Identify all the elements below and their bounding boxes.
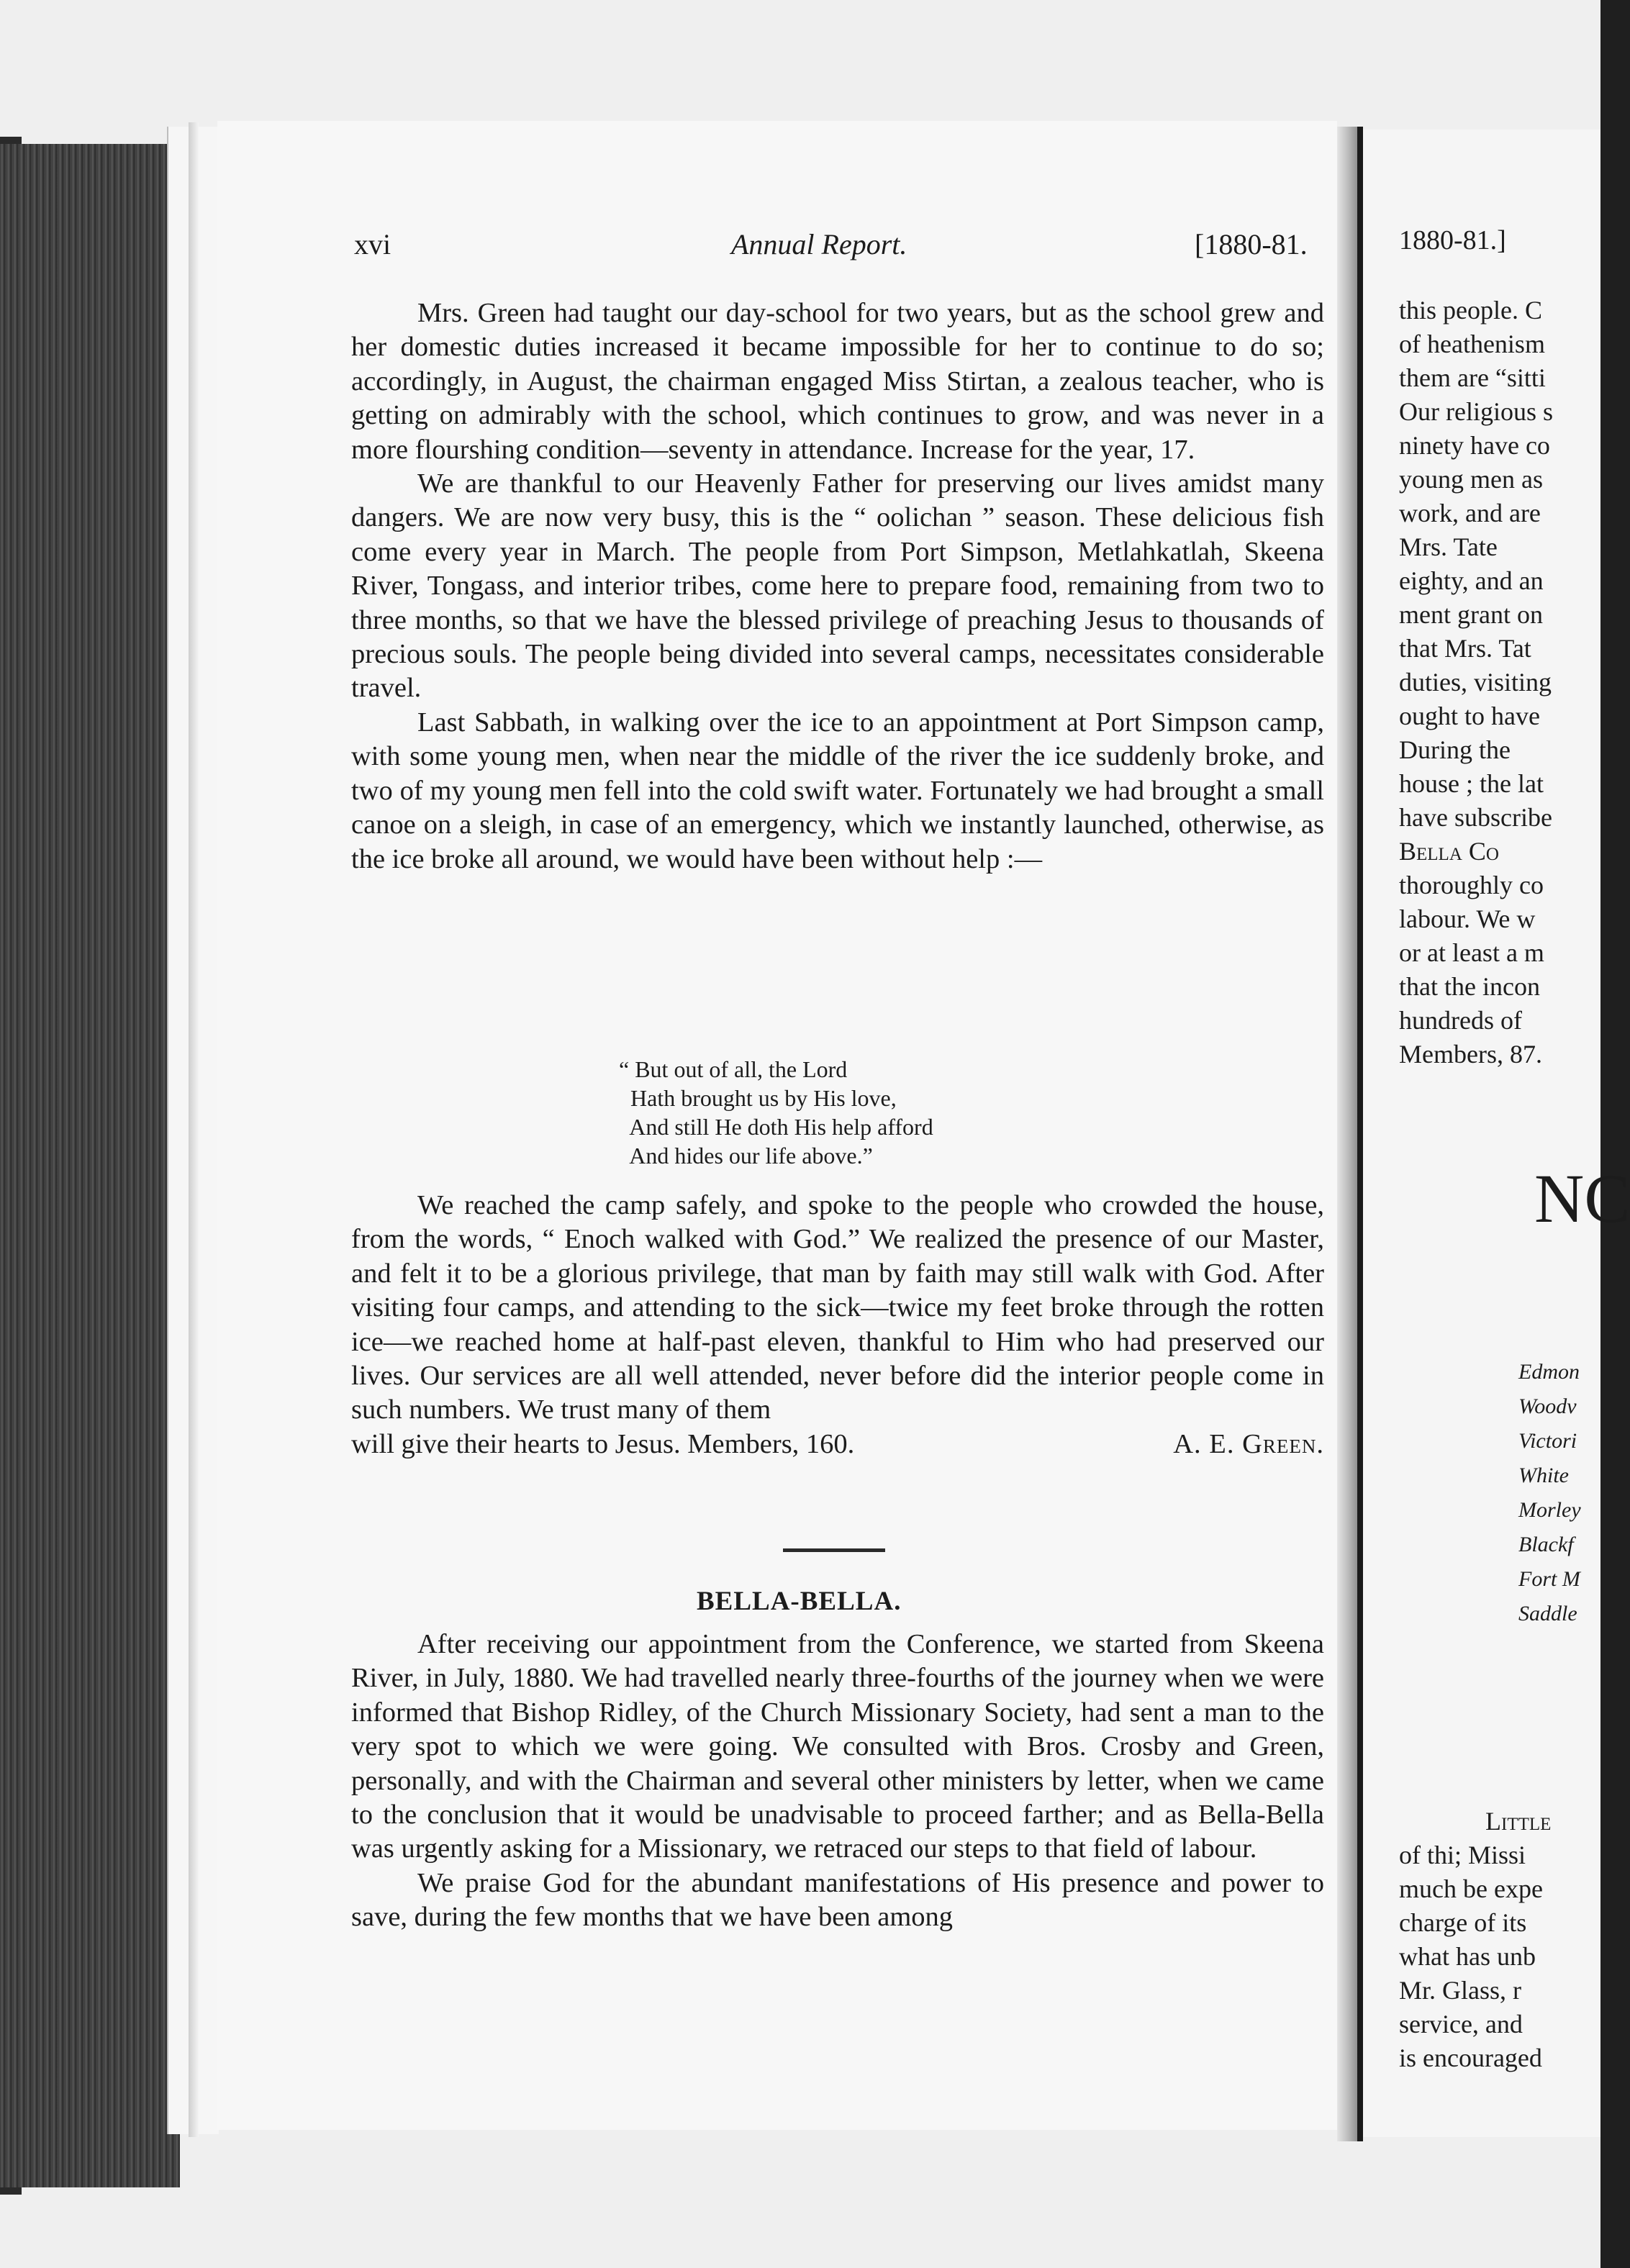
- right-line: have subscribe: [1399, 803, 1552, 832]
- right-heading: NC: [1534, 1160, 1630, 1237]
- running-title: Annual Report.: [731, 228, 907, 260]
- right-line: much be expe: [1399, 1874, 1543, 1903]
- section-title: BELLA-BELLA.: [697, 1587, 902, 1616]
- right-line: thoroughly co: [1399, 871, 1544, 899]
- right-list-item: Saddle: [1518, 1602, 1577, 1625]
- right-line: of thi; Missi: [1399, 1841, 1526, 1869]
- right-line: Mr. Glass, r: [1399, 1976, 1521, 2005]
- right-line: young men as: [1399, 465, 1543, 494]
- poem-line: Hath brought us by His love,: [619, 1085, 897, 1111]
- book-page-stack: [0, 144, 180, 2187]
- right-list-item: Blackf: [1518, 1533, 1574, 1556]
- right-line: Mrs. Tate: [1399, 532, 1498, 561]
- poem-line: And hides our life above.”: [619, 1143, 873, 1169]
- right-line: this people. C: [1399, 296, 1542, 325]
- paragraph: Last Sabbath, in walking over the ice to an appointment at Port Simpson camp, with some young men, when near the middle of the river the ice suddenly broke, and two of my young men fell into the cold swift water. Fortunately we had brought a small canoe on a sleigh, in case of an emergency, which we instantly launched, otherwise, as the ice broke all around, we would have been without help :—: [351, 707, 1324, 874]
- poem-line: And still He doth His help afford: [619, 1114, 933, 1140]
- paragraph: We are thankful to our Heavenly Father for preserving our lives amidst many dangers. We are now very busy, this is the “ oolichan ” season. These delicious fish come every year in March. The people from Port Simpson, Metlahkatlah, Skeena River, Tongass, and interior tribes, come here to prepare food, remaining from two to three months, so that we have the blessed privilege of preaching Jesus to thousands of precious souls. The people being divided into several camps, necessitates considerable travel.: [351, 468, 1324, 704]
- right-line: house ; the lat: [1399, 769, 1544, 798]
- right-line: that the incon: [1399, 972, 1540, 1001]
- right-line: of heathenism: [1399, 330, 1545, 358]
- right-line: ought to have: [1399, 702, 1540, 730]
- right-line: labour. We w: [1399, 904, 1536, 933]
- right-line: ment grant on: [1399, 600, 1543, 629]
- paragraph: After receiving our appointment from the Conference, we started from Skeena River, in July, 1880. We had travelled nearly three-fourths of the journey when we were informed that Bishop Ridley, of the Church Missionary Society, had sent a man to the very spot to which we were going. We consulted with Bros. Crosby and Green, personally, and with the Chairman and several other ministers by letter, when we came to the conclusion that it would be unadvisable to proceed farther; and as Bella-Bella was urgently asking for a Missionary, we retraced our steps to that field of labour.: [351, 1629, 1324, 1864]
- closing-text: will give their hearts to Jesus. Members, 160.: [351, 1428, 855, 1459]
- right-line: duties, visiting: [1399, 668, 1552, 697]
- paragraph: We reached the camp safely, and spoke to the people who crowded the house, from the words, “ Enoch walked with God.” We realized the presence of our Master, and felt it to be a glorious privilege, that man by faith may still walk with God. After visiting four camps, and attending to the sick—twice my feet broke through the rotten ice—we reached home at half-past eleven, thankful to Him who had preserved our lives. Our services are all well attended, never before did the interior people come in such numbers. We trust many of them: [351, 1190, 1324, 1425]
- right-line: is encouraged: [1399, 2044, 1542, 2072]
- right-line: work, and are: [1399, 499, 1541, 527]
- page-shadow: [189, 122, 199, 2137]
- right-line: hundreds of: [1399, 1006, 1522, 1035]
- section-divider: [783, 1548, 885, 1552]
- right-line: Members, 87.: [1399, 1040, 1542, 1069]
- poem-quote: [619, 1055, 933, 1170]
- right-line: eighty, and an: [1399, 566, 1544, 595]
- poem-line: “ But out of all, the Lord: [619, 1056, 848, 1082]
- body-text-3: [351, 1628, 1324, 1935]
- right-line: Little: [1485, 1807, 1552, 1836]
- gutter-shadow: [1357, 127, 1363, 2141]
- right-page-header: 1880-81.]: [1399, 225, 1506, 255]
- right-line: that Mrs. Tat: [1399, 634, 1531, 663]
- right-line: charge of its: [1399, 1908, 1527, 1937]
- right-list-item: Victori: [1518, 1429, 1577, 1453]
- body-text-2: [351, 1189, 1324, 1461]
- right-line: service, and: [1399, 2010, 1523, 2038]
- right-list-item: Woodv: [1518, 1394, 1577, 1418]
- right-list-item: Edmon: [1518, 1360, 1580, 1384]
- right-list-item: Morley: [1518, 1498, 1581, 1522]
- right-line: ninety have co: [1399, 431, 1550, 460]
- right-line: or at least a m: [1399, 938, 1544, 967]
- paragraph: We praise God for the abundant manifestations of His presence and power to save, during the few months that we have been among: [351, 1867, 1324, 1933]
- right-line: Our religious s: [1399, 397, 1553, 426]
- author-signature: A. E. Green.: [1173, 1428, 1324, 1459]
- right-line: them are “sitti: [1399, 363, 1546, 392]
- signature-line: [351, 1428, 1324, 1461]
- body-text-1: [351, 296, 1324, 876]
- paragraph: Mrs. Green had taught our day-school for two years, but as the school grew and her domestic duties increased it became impossible for her to continue to do so; accordingly, in August, the chairman engaged Miss Stirtan, a zealous teacher, who is getting on admirably with the school, which continues to grow, and was never in a more flourshing condition—seventy in attendance. Increase for the year, 17.: [351, 298, 1324, 465]
- page-number: xvi: [354, 228, 391, 260]
- book-gutter: [1337, 127, 1359, 2141]
- header-year: [1880-81.: [1195, 228, 1308, 260]
- right-line: During the: [1399, 735, 1511, 764]
- right-line: what has unb: [1399, 1942, 1536, 1971]
- right-line: Bella Co: [1399, 837, 1499, 866]
- right-list-item: Fort M: [1518, 1567, 1580, 1591]
- right-list-item: White: [1518, 1464, 1569, 1487]
